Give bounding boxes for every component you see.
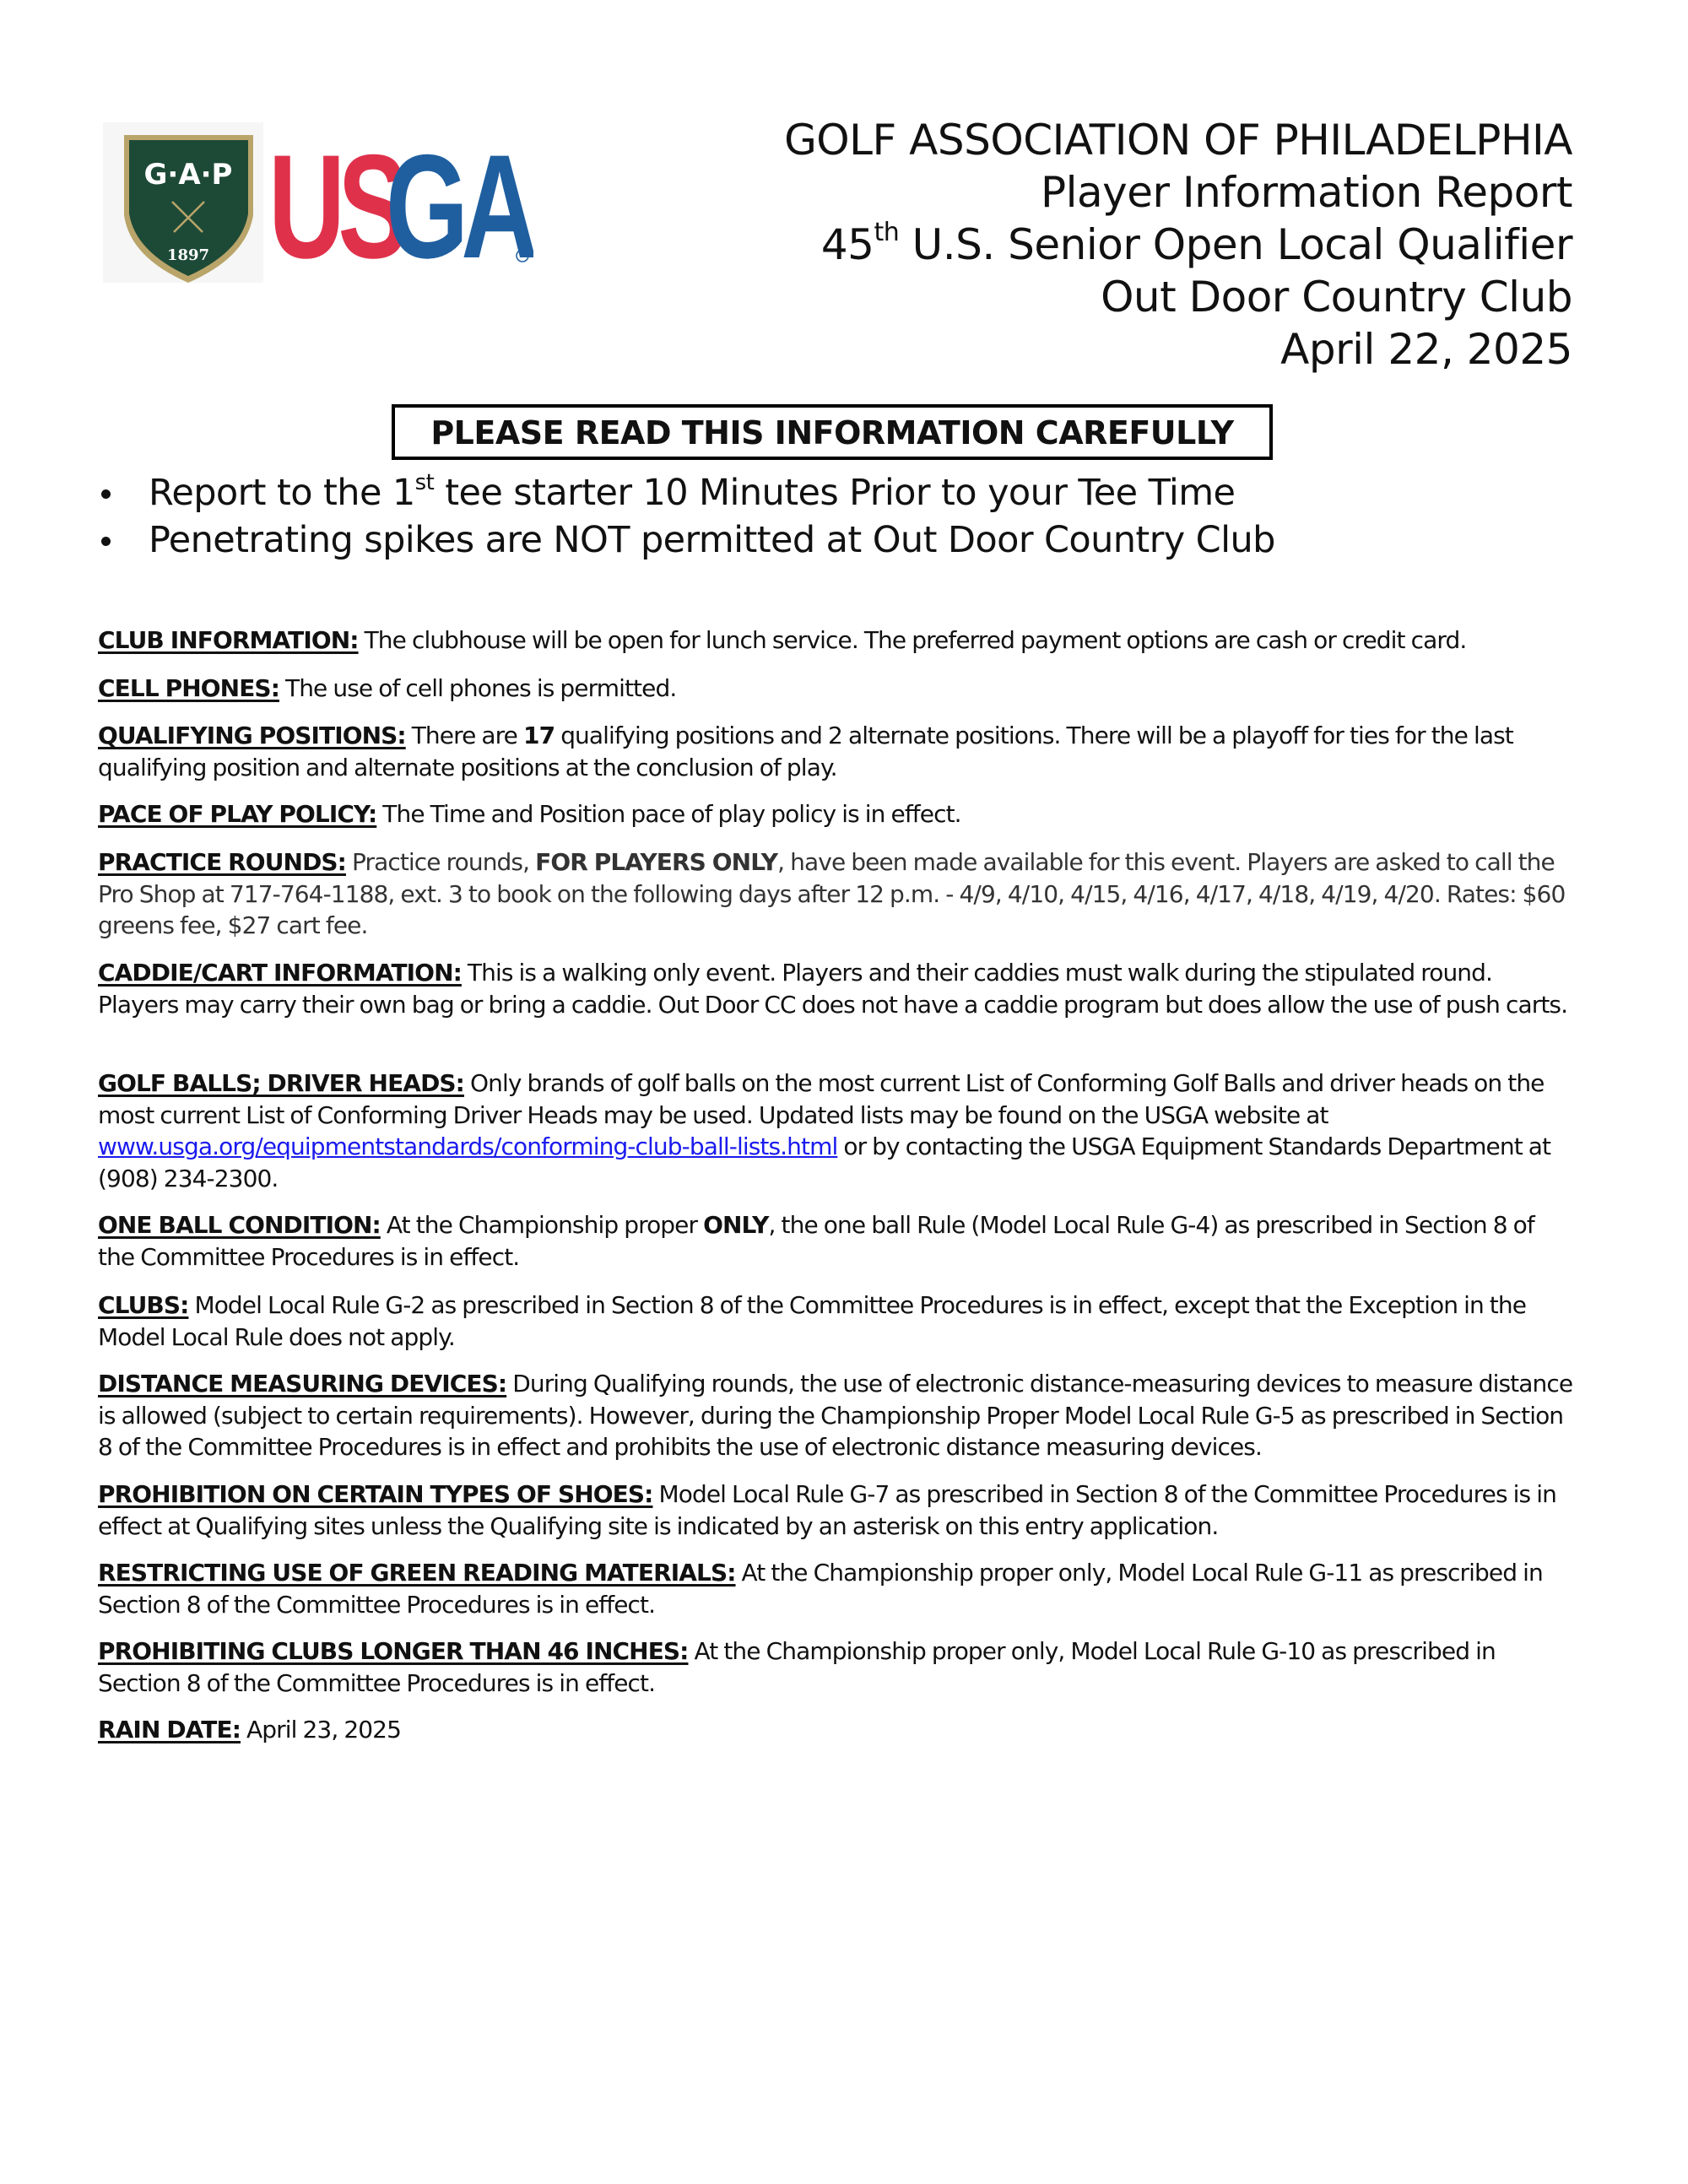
event-name: 45th U.S. Senior Open Local Qualifier (820, 218, 1572, 269)
section-one-ball-condition: ONE BALL CONDITION: At the Championship proper ONLY, the one ball Rule (Model Local Rule G-4) as prescribed in Section 8 of the Committee Procedures is in effect. (98, 1211, 1534, 1271)
org-name: GOLF ASSOCIATION OF PHILADELPHIA (784, 116, 1572, 165)
gap-usga-logo (103, 122, 533, 283)
section-long-clubs: PROHIBITING CLUBS LONGER THAN 46 INCHES: At the Championship proper only, Model Local Rule G-10 as prescribed in Section 8 of the Committee Procedures is in effect. (98, 1637, 1496, 1697)
svg-text:US: US (268, 124, 402, 283)
event-date: April 22, 2025 (1280, 325, 1572, 374)
venue: Out Door Country Club (1101, 273, 1572, 322)
section-green-reading: RESTRICTING USE OF GREEN READING MATERIALS: At the Championship proper only, Model Local Rule G-11 as prescribed in Section 8 of the Committee Procedures is in effect. (98, 1559, 1543, 1619)
section-shoes: PROHIBITION ON CERTAIN TYPES OF SHOES: Model Local Rule G-7 as prescribed in Section 8 of the Committee Procedures is in effect at Qualifying sites unless the Qualifying site is indicated by an asterisk on this entry application. (98, 1480, 1556, 1540)
notice-box: PLEASE READ THIS INFORMATION CAREFULLY (392, 404, 1273, 460)
key-bullets (98, 469, 1275, 564)
usga-equipment-link[interactable]: www.usga.org/equipmentstandards/conforming-club-ball-lists.html (98, 1133, 838, 1160)
section-distance-measuring-devices: DISTANCE MEASURING DEVICES: During Qualifying rounds, the use of electronic distance-measuring devices to measure distance is allowed (subject to certain requirements). However, during the Championship Proper Model Local Rule G-5 as prescribed in Section 8 of the Committee Procedures is in effect and prohibits the use of electronic distance measuring devices. (98, 1370, 1573, 1461)
bullet-spikes: Penetrating spikes are NOT permitted at Out Door Country Club (98, 516, 1275, 564)
svg-text:GA: GA (386, 124, 531, 283)
section-clubs: CLUBS: Model Local Rule G-2 as prescribed in Section 8 of the Committee Procedures is in effect, except that the Exception in the Model Local Rule does not apply. (98, 1291, 1527, 1351)
svg-text:1897: 1897 (166, 246, 210, 264)
report-title: Player Information Report (1040, 168, 1572, 217)
section-qualifying-positions: QUALIFYING POSITIONS: There are 17 qualifying positions and 2 alternate positions. There will be a playoff for ties for the last qualifying position and alternate positions at the conclusion of play. (98, 722, 1513, 781)
section-caddie-cart: CADDIE/CART INFORMATION: This is a walking only event. Players and their caddies must walk during the stipulated round. Players may carry their own bag or bring a caddie. Out Door CC does not have a caddie program but does allow the use of push carts. (98, 959, 1568, 1019)
section-rain-date: RAIN DATE: April 23, 2025 (98, 1716, 401, 1743)
report-header (784, 114, 1572, 376)
section-pace-of-play: PACE OF PLAY POLICY: The Time and Position pace of play policy is in effect. (98, 800, 961, 828)
svg-text:G·A·P: G·A·P (143, 158, 233, 192)
section-golf-balls-driver-heads: GOLF BALLS; DRIVER HEADS: Only brands of golf balls on the most current List of Conforming Golf Balls and driver heads on the most current List of Conforming Driver Heads may be used. Updated lists may be found on the USGA website at www.usga.org/equipmentstandards/conforming-club-ball-lists.html or by contacting the USGA Equipment Standards Department at (908) 234-2300. (98, 1069, 1551, 1192)
bullet-report-time: Report to the 1st tee starter 10 Minutes Prior to your Tee Time (98, 469, 1275, 516)
section-cell-phones: CELL PHONES: The use of cell phones is permitted. (98, 674, 677, 702)
section-club-information: CLUB INFORMATION: The clubhouse will be open for lunch service. The preferred payment options are cash or credit card. (98, 626, 1467, 654)
section-practice-rounds: PRACTICE ROUNDS: Practice rounds, FOR PLAYERS ONLY, have been made available for this event. Players are asked to call the Pro Shop at 717-764-1188, ext. 3 to book on the following days after 12 p.m. - 4/9, 4/10, 4/15, 4/16, 4/17, 4/18, 4/19, 4/20. Rates: $60 greens fee, $27 cart fee. (98, 848, 1566, 939)
